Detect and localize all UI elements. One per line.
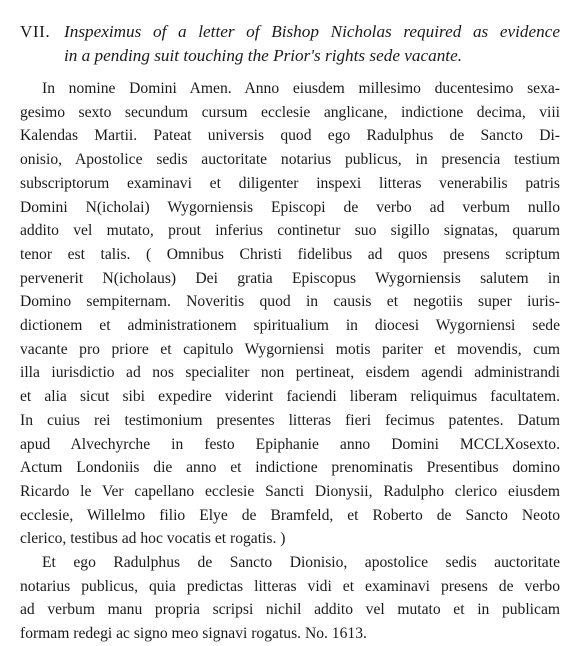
paragraph-notary-attestation	[20, 551, 560, 646]
text-line: pervenerit N(icholaus) Dei gratia Episcopus Wygorniensis salutem in	[20, 269, 560, 287]
text-line: ecclesie, Willelmo filio Elye de Bramfeld, et Roberto de Sancto Neoto	[20, 506, 560, 524]
text-line: onisio, Apostolice sedis auctoritate notarius publicus, in presencia testium	[20, 151, 560, 169]
text-line: Et ego Radulphus de Sancto Dionisio, apostolice sedis auctoritate	[42, 554, 560, 572]
text-line: Domini N(icholai) Wygorniensis Episcopi de verbo ad verbum nullo	[20, 198, 560, 216]
text-line: subscriptorum examinavi et diligenter inspexi litteras venerabilis patris	[20, 174, 560, 192]
text-line: addito vel mutato, prout inferius continetur suo sigillo signatas, quarum	[20, 222, 560, 240]
text-line: clerico, testibus ad hoc vocatis et rogatis. )	[20, 530, 286, 548]
text-line: dictionem et administrationem spiritualium in diocesi Wygorniensi sede	[20, 317, 560, 335]
text-line: apud Alvechyrche in festo Epiphanie anno Domini MCCLXosexto.	[20, 435, 560, 453]
text-line: notarius publicus, quia predictas litteras vidi et examinavi presens de verbo	[20, 577, 560, 595]
text-line: et alia sicut sibi expedire viderint faciendi liberam reliquimus facultatem.	[20, 388, 560, 406]
text-line: Domino sempiternam. Noveritis quod in causis et negotiis super iuris-	[20, 293, 560, 311]
title-line-2: in a pending suit touching the Prior's rights sede vacante.	[64, 46, 462, 65]
text-line: vacante pro priore et capitulo Wygorniensi motis pariter et movendis, cum	[20, 340, 560, 358]
text-line: illa iurisdictio ad nos specialiter non pertineat, eisdem agendi administrandi	[20, 364, 560, 382]
text-line: Actum Londoniis die anno et indictione prenominatis Presentibus domino	[20, 459, 560, 477]
text-line: ad verbum manu propria scripsi nichil addito vel mutato et in publicam	[20, 601, 560, 619]
text-line: formam redegi ac signo meo signavi rogatus. No. 1613.	[20, 625, 367, 643]
text-line: Kalendas Martii. Pateat universis quod ego Radulphus de Sancto Di-	[20, 127, 560, 145]
paragraph-inspeximus	[20, 77, 560, 551]
text-line: In nomine Domini Amen. Anno eiusdem millesimo ducentesimo sexa-	[42, 80, 560, 97]
section-heading	[20, 20, 560, 68]
text-line: Ricardo le Ver capellano ecclesie Sancti Dionysii, Radulpho clerico eiusdem	[20, 482, 560, 500]
text-line: tenor est talis. ( Omnibus Christi fidelibus ad quos presens scriptum	[20, 245, 560, 263]
section-title	[64, 20, 560, 68]
section-number: VII.	[20, 22, 51, 41]
text-line: gesimo sexto secundum cursum ecclesie anglicane, indictione decima, viii	[20, 103, 560, 121]
text-line: In cuius rei testimonium presentes litteras fieri fecimus patentes. Datum	[20, 411, 560, 429]
title-line-1: Inspeximus of a letter of Bishop Nicholas required as evidence	[64, 22, 560, 41]
